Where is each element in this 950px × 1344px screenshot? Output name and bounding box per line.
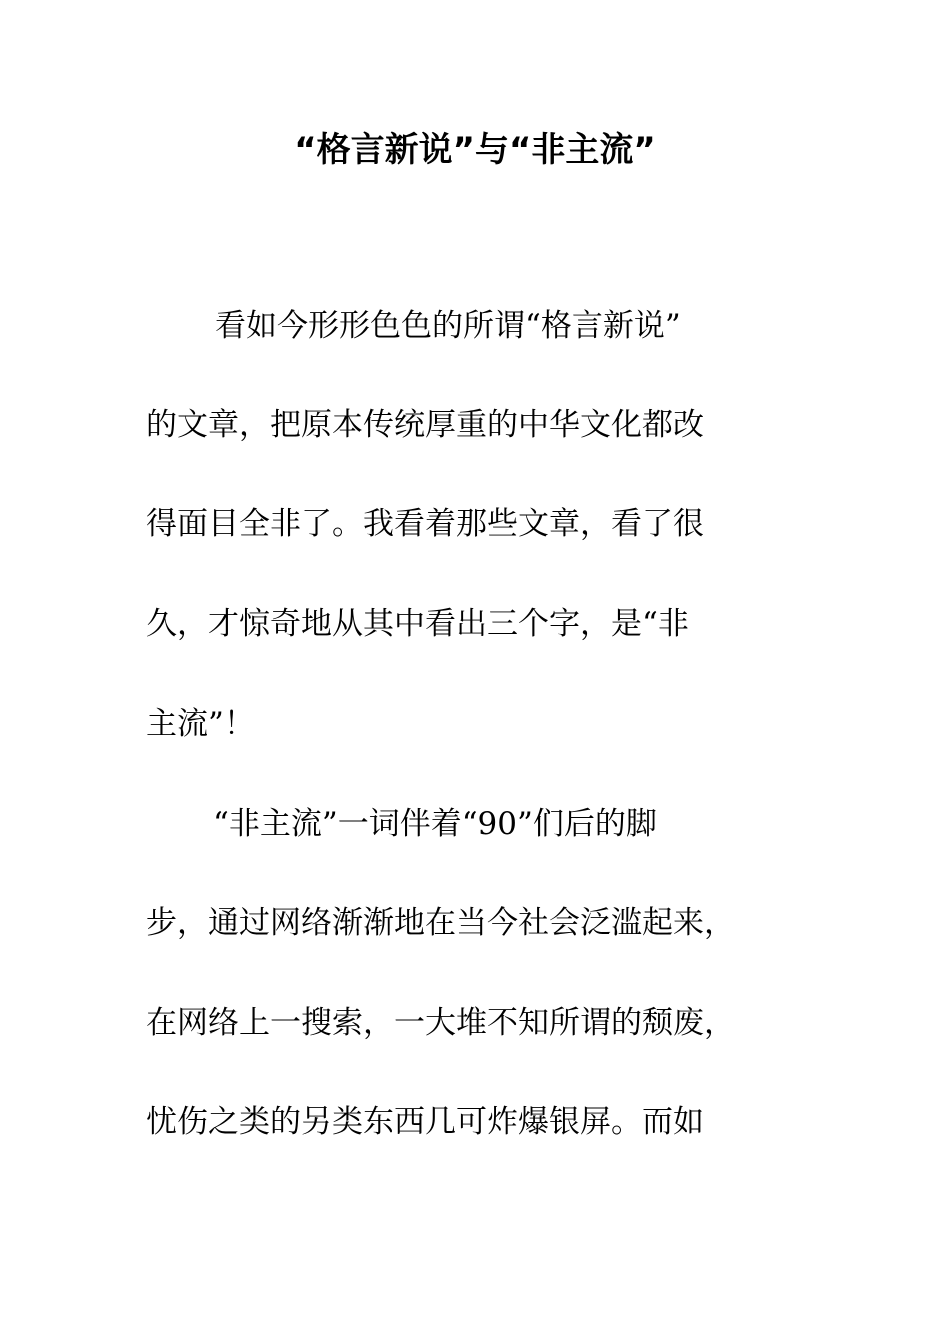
paragraph-line: 忧伤之类的另类东西几可炸爆银屏。而如 <box>146 1104 704 1140</box>
paragraph-line: 得面目全非了。我看着那些文章，看了很 <box>146 506 704 542</box>
paragraph-line: 在网络上一搜索，一大堆不知所谓的颓废， <box>146 1005 735 1041</box>
document-title: “格言新说”与“非主流” <box>294 130 656 170</box>
paragraph-line: 久，才惊奇地从其中看出三个字，是“非 <box>146 606 689 642</box>
paragraph-line: “非主流”一词伴着“90”们后的脚 <box>213 806 657 842</box>
paragraph-line: 步，通过网络渐渐地在当今社会泛滥起来， <box>146 905 735 941</box>
paragraph-line: 主流”！ <box>146 706 255 742</box>
paragraph-line: 的文章，把原本传统厚重的中华文化都改 <box>146 407 704 443</box>
paragraph-line: 看如今形形色色的所谓“格言新说” <box>215 308 681 344</box>
